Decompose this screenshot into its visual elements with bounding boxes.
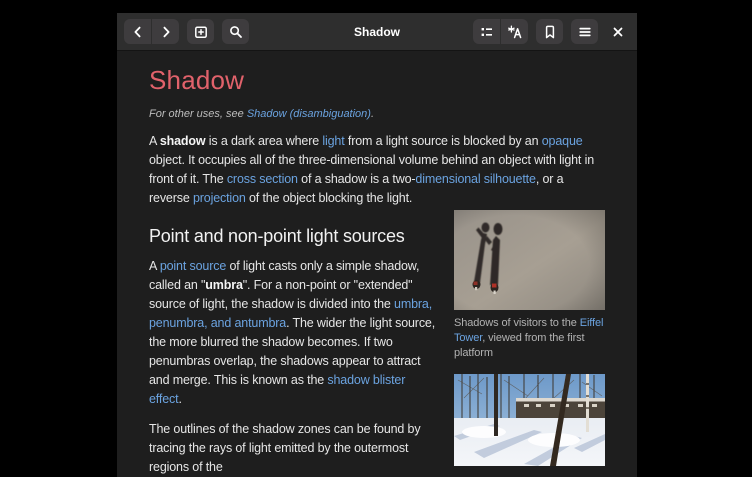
text-segment: Shadows of visitors to the xyxy=(454,317,580,329)
text-link[interactable]: shadow blister effect xyxy=(149,373,406,406)
eiffel-shadows-image[interactable] xyxy=(454,210,605,310)
text-segment: , or a reverse xyxy=(149,172,564,205)
article-tools-group xyxy=(473,19,528,44)
text-segment: ". For a non-point or "extended" source of light, the shadow is divided into the xyxy=(149,278,413,311)
text-segment: A xyxy=(149,259,160,273)
text-segment: umbra xyxy=(205,278,243,292)
text-segment: The outlines of the shadow zones can be found by tracing the rays of light emitted by the outermost regions of the xyxy=(149,422,421,474)
figure-column xyxy=(454,210,605,466)
section-heading: Point and non-point light sources xyxy=(149,226,405,246)
header-right-controls xyxy=(473,19,630,44)
text-segment: from a light source is blocked by an xyxy=(344,134,542,148)
text-link[interactable]: point source xyxy=(159,259,227,273)
text-segment: of the object blocking the light. xyxy=(245,191,413,205)
text-segment: object. It occupies all of the three-dimensional volume behind an object with light in front of it. The xyxy=(149,153,595,186)
text-segment: . xyxy=(370,108,375,120)
header-bar xyxy=(117,13,637,51)
chevron-left-icon xyxy=(130,24,146,40)
close-icon xyxy=(611,25,625,39)
figure-caption xyxy=(454,316,605,361)
search-icon xyxy=(228,24,244,40)
history-button-group xyxy=(124,19,179,44)
figure-eiffel-shadows xyxy=(454,210,605,361)
bookmark-icon xyxy=(542,24,558,40)
window-title: Shadow xyxy=(353,24,400,39)
text-segment: . xyxy=(178,392,182,406)
hamburger-menu-icon xyxy=(577,24,593,40)
text-link[interactable]: Eiffel Tower xyxy=(454,317,604,344)
intro-paragraph xyxy=(149,132,605,208)
new-tab-icon xyxy=(193,24,209,40)
text-link[interactable]: projection xyxy=(192,191,246,205)
text-segment: of light casts only a simple shadow, called an " xyxy=(149,259,420,292)
text-segment: , viewed from the first platform xyxy=(454,332,585,359)
text-link[interactable]: light xyxy=(322,134,345,148)
text-link[interactable]: Shadow (disambiguation) xyxy=(246,108,371,120)
text-segment: . The wider the light source, the more blurred the shadow becomes. If two penumbras overlap, the shadows appear to attract and merge. This is known as the xyxy=(149,316,436,387)
language-button[interactable] xyxy=(501,19,528,44)
forward-button[interactable] xyxy=(152,19,179,44)
text-segment: shadow xyxy=(159,134,206,148)
app-window xyxy=(117,13,637,474)
text-link[interactable]: umbra, penumbra, and antumbra xyxy=(149,297,433,330)
text-segment: is a dark area where xyxy=(205,134,323,148)
article-scroll-area[interactable] xyxy=(117,51,637,477)
text-link[interactable]: cross section xyxy=(226,172,298,186)
text-segment: For other uses, see xyxy=(149,108,247,120)
close-button[interactable] xyxy=(606,19,630,44)
text-link[interactable]: opaque xyxy=(541,134,583,148)
winter-snow-shadows-image[interactable] xyxy=(454,374,605,466)
list-bullets-icon xyxy=(479,24,495,40)
translate-icon xyxy=(507,24,523,40)
menu-button[interactable] xyxy=(571,19,598,44)
hatnote xyxy=(149,107,605,121)
search-button[interactable] xyxy=(222,19,249,44)
text-segment: A xyxy=(149,134,160,148)
header-left-controls xyxy=(124,19,249,44)
figure-winter-shadows xyxy=(454,374,605,466)
chevron-right-icon xyxy=(158,24,174,40)
back-button[interactable] xyxy=(124,19,151,44)
bookmark-button[interactable] xyxy=(536,19,563,44)
toc-button[interactable] xyxy=(473,19,500,44)
new-tab-button[interactable] xyxy=(187,19,214,44)
article-title: Shadow xyxy=(149,65,245,95)
text-segment: of a shadow is a two- xyxy=(297,172,416,186)
text-link[interactable]: dimensional silhouette xyxy=(415,172,536,186)
